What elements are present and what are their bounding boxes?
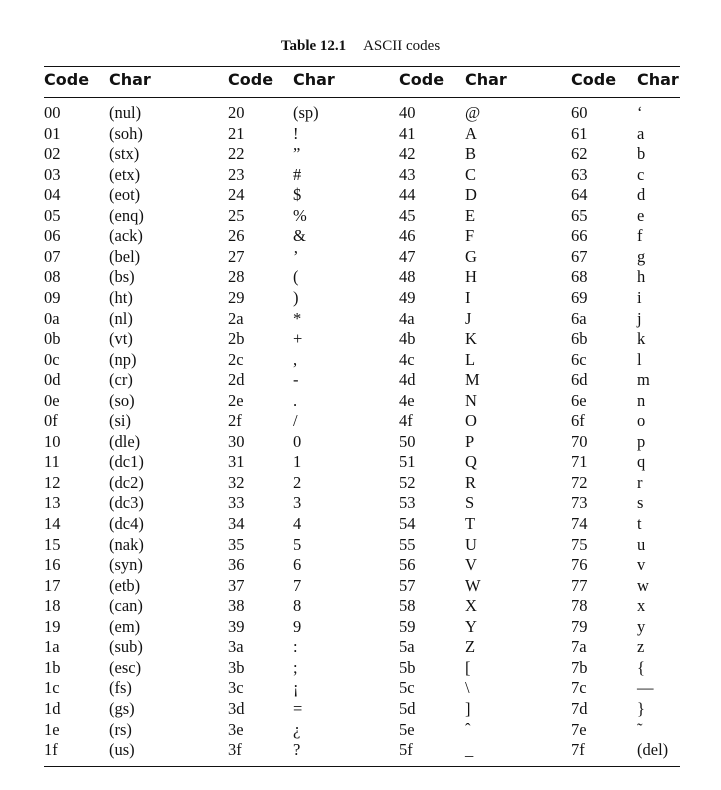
char-cell: @	[465, 103, 481, 122]
char-cell: (syn)	[109, 555, 143, 575]
char-cell: (nl)	[109, 308, 133, 328]
char-cell: (bs)	[109, 267, 135, 287]
char-cell: (del)	[637, 740, 669, 760]
code-cell: 1c	[44, 678, 60, 698]
char-cell: $	[293, 185, 302, 205]
code-cell: 22	[228, 144, 245, 164]
code-cell: 71	[571, 452, 588, 472]
char-cell: X	[465, 596, 477, 616]
char-cell: u	[637, 534, 646, 554]
code-cell: 1b	[44, 657, 61, 677]
char-cell: (np)	[109, 349, 137, 369]
char-cell: J	[465, 308, 472, 328]
char-cell: ˆ	[465, 719, 471, 739]
code-cell: 0b	[44, 329, 61, 349]
char-cell: h	[637, 267, 646, 287]
char-cell: (fs)	[109, 678, 132, 698]
code-cell: 7a	[571, 637, 587, 657]
code-cell: 54	[399, 514, 416, 533]
char-cell: (enq)	[109, 205, 144, 225]
char-cell: #	[293, 164, 302, 184]
char-column-header: Char	[109, 70, 151, 89]
char-cell: l	[637, 349, 642, 369]
code-cell: 33	[228, 493, 245, 513]
char-cell: (can)	[109, 596, 143, 616]
char-cell: (em)	[109, 616, 141, 636]
code-cell: 37	[228, 575, 245, 595]
code-cell: 1f	[44, 740, 58, 760]
code-cell: 34	[228, 514, 245, 533]
char-cell: N	[465, 390, 477, 410]
code-cell: 7d	[571, 699, 588, 718]
char-cell: ;	[293, 657, 298, 677]
char-cell: %	[293, 205, 307, 225]
char-cell: *	[293, 308, 302, 328]
code-cell: 5a	[399, 637, 415, 657]
code-column-header: Code	[44, 70, 90, 89]
code-cell: 44	[399, 185, 416, 205]
char-cell: 0	[293, 431, 302, 451]
char-cell: g	[637, 246, 646, 266]
code-cell: 6d	[571, 370, 588, 390]
code-cell: 39	[228, 616, 245, 636]
char-cell: _	[465, 740, 474, 760]
char-cell: (bel)	[109, 246, 141, 266]
char-cell: 7	[293, 575, 302, 595]
code-cell: 4e	[399, 390, 415, 410]
code-cell: 49	[399, 288, 416, 307]
code-cell: 41	[399, 123, 416, 143]
char-cell: x	[637, 596, 646, 616]
code-cell: 67	[571, 246, 588, 266]
code-cell: 7b	[571, 657, 588, 677]
char-cell: (vt)	[109, 329, 133, 349]
char-cell: Y	[465, 616, 477, 636]
code-cell: 30	[228, 431, 245, 451]
code-cell: 4b	[399, 329, 416, 349]
char-cell: p	[637, 431, 646, 451]
code-cell: 46	[399, 226, 416, 246]
code-cell: 00	[44, 103, 61, 122]
char-cell: (etb)	[109, 575, 141, 595]
code-cell: 24	[228, 185, 245, 205]
char-cell: A	[465, 123, 477, 143]
code-cell: 63	[571, 164, 588, 184]
code-cell: 6f	[571, 411, 585, 431]
char-cell: +	[293, 329, 303, 349]
code-cell: 3a	[228, 637, 244, 657]
code-cell: 64	[571, 185, 588, 205]
char-cell: f	[637, 226, 643, 246]
code-cell: 08	[44, 267, 61, 287]
code-cell: 42	[399, 144, 416, 164]
code-cell: 61	[571, 123, 588, 143]
char-cell: F	[465, 226, 475, 246]
char-cell: j	[637, 308, 642, 328]
code-cell: 20	[228, 103, 245, 122]
char-cell: G	[465, 246, 477, 266]
char-cell: .	[293, 390, 298, 410]
code-cell: 74	[571, 514, 588, 533]
char-cell: K	[465, 329, 477, 349]
code-cell: 72	[571, 472, 588, 492]
code-cell: 70	[571, 431, 588, 451]
char-cell: B	[465, 144, 477, 164]
char-cell: (dc4)	[109, 514, 144, 533]
char-cell: V	[465, 555, 477, 575]
char-cell: Q	[465, 452, 477, 472]
char-cell: C	[465, 164, 477, 184]
code-cell: 38	[228, 596, 245, 616]
code-cell: 76	[571, 555, 588, 575]
char-cell: ]	[465, 699, 471, 718]
code-cell: 53	[399, 493, 416, 513]
table-caption-title: ASCII codes	[363, 38, 441, 54]
code-cell: 62	[571, 144, 588, 164]
code-cell: 2b	[228, 329, 245, 349]
code-cell: 0c	[44, 349, 60, 369]
code-cell: 7c	[571, 678, 587, 698]
code-cell: 17	[44, 575, 61, 595]
code-cell: 09	[44, 288, 61, 307]
char-cell: r	[637, 472, 643, 492]
code-cell: 18	[44, 596, 61, 616]
code-cell: 4f	[399, 411, 413, 431]
code-cell: 32	[228, 472, 245, 492]
char-cell: (soh)	[109, 123, 143, 143]
char-cell: (si)	[109, 411, 131, 431]
code-cell: 57	[399, 575, 416, 595]
table-caption-label: Table 12.1	[280, 38, 347, 54]
code-cell: 31	[228, 452, 245, 472]
char-cell: =	[293, 699, 303, 718]
char-cell: s	[637, 493, 644, 513]
char-cell: 1	[293, 452, 302, 472]
char-cell: (ht)	[109, 288, 133, 307]
char-cell: L	[465, 349, 476, 369]
char-cell: ˜	[637, 719, 643, 739]
char-cell: [	[465, 657, 471, 677]
char-cell: (etx)	[109, 164, 141, 184]
char-column-header: Char	[465, 70, 507, 89]
code-cell: 45	[399, 205, 416, 225]
char-cell: (esc)	[109, 657, 142, 677]
char-cell: w	[637, 575, 649, 595]
code-cell: 3d	[228, 699, 245, 718]
code-cell: 51	[399, 452, 416, 472]
code-cell: 66	[571, 226, 588, 246]
code-cell: 60	[571, 103, 588, 122]
char-cell: O	[465, 411, 477, 431]
code-cell: 25	[228, 205, 245, 225]
code-cell: 47	[399, 246, 416, 266]
char-cell: (eot)	[109, 185, 141, 205]
char-cell: I	[465, 288, 471, 307]
char-cell: 2	[293, 472, 302, 492]
code-cell: 12	[44, 472, 61, 492]
code-column-header: Code	[228, 70, 274, 89]
char-cell: o	[637, 411, 646, 431]
code-cell: 56	[399, 555, 416, 575]
char-cell: \	[465, 678, 470, 698]
code-cell: 78	[571, 596, 588, 616]
char-cell: /	[293, 411, 298, 431]
code-cell: 0e	[44, 390, 60, 410]
char-column-header: Char	[293, 70, 335, 89]
char-cell: ?	[293, 740, 301, 760]
code-cell: 02	[44, 144, 61, 164]
code-cell: 2a	[228, 308, 244, 328]
code-cell: 2f	[228, 411, 242, 431]
char-cell: k	[637, 329, 646, 349]
code-cell: 7e	[571, 719, 587, 739]
code-cell: 10	[44, 431, 61, 451]
code-cell: 50	[399, 431, 416, 451]
code-cell: 5b	[399, 657, 416, 677]
code-cell: 03	[44, 164, 61, 184]
code-cell: 43	[399, 164, 416, 184]
char-cell: !	[293, 123, 299, 143]
char-cell: y	[637, 616, 646, 636]
char-cell: ¿	[293, 719, 301, 739]
code-cell: 5c	[399, 678, 415, 698]
char-column-header: Char	[637, 70, 679, 89]
code-cell: 0f	[44, 411, 58, 431]
char-cell: U	[465, 534, 477, 554]
char-cell: z	[637, 637, 645, 657]
char-cell: ”	[293, 144, 301, 164]
code-cell: 52	[399, 472, 416, 492]
code-cell: 68	[571, 267, 588, 287]
char-cell: {	[637, 657, 645, 677]
char-cell: (rs)	[109, 719, 132, 739]
char-cell: (so)	[109, 390, 135, 410]
char-cell: m	[637, 370, 650, 390]
code-cell: 6c	[571, 349, 587, 369]
char-cell: t	[637, 514, 642, 533]
char-cell: }	[637, 699, 645, 718]
code-cell: 3e	[228, 719, 244, 739]
code-cell: 3c	[228, 678, 244, 698]
char-cell: H	[465, 267, 477, 287]
char-cell: (sp)	[293, 103, 319, 122]
code-cell: 01	[44, 123, 61, 143]
char-cell: d	[637, 185, 646, 205]
code-cell: 14	[44, 514, 61, 533]
char-cell: 5	[293, 534, 302, 554]
char-cell: :	[293, 637, 298, 657]
char-cell: (ack)	[109, 226, 143, 246]
char-cell: ‘	[637, 103, 643, 122]
char-cell: (dc2)	[109, 472, 144, 492]
code-cell: 0d	[44, 370, 61, 390]
code-cell: 6a	[571, 308, 587, 328]
code-cell: 73	[571, 493, 588, 513]
char-cell: c	[637, 164, 645, 184]
char-cell: (dc1)	[109, 452, 144, 472]
code-cell: 79	[571, 616, 588, 636]
char-cell: Z	[465, 637, 476, 657]
char-cell: P	[465, 431, 475, 451]
top-rule	[44, 66, 680, 67]
code-column-header: Code	[571, 70, 617, 89]
char-cell: (sub)	[109, 637, 143, 657]
code-cell: 7f	[571, 740, 585, 760]
code-cell: 2c	[228, 349, 244, 369]
char-cell: E	[465, 205, 476, 225]
char-cell: (us)	[109, 740, 135, 760]
code-cell: 0a	[44, 308, 60, 328]
char-cell: i	[637, 288, 642, 307]
code-cell: 2e	[228, 390, 244, 410]
char-cell: D	[465, 185, 477, 205]
char-cell: 8	[293, 596, 302, 616]
char-cell: W	[465, 575, 481, 595]
char-cell: a	[637, 123, 645, 143]
code-cell: 19	[44, 616, 61, 636]
char-cell: (stx)	[109, 144, 140, 164]
code-cell: 11	[44, 452, 60, 472]
bottom-rule	[44, 766, 680, 767]
code-cell: 29	[228, 288, 245, 307]
code-cell: 35	[228, 534, 245, 554]
char-cell: M	[465, 370, 480, 390]
code-cell: 1d	[44, 699, 61, 718]
char-cell: &	[293, 226, 306, 246]
char-cell: (dc3)	[109, 493, 144, 513]
code-cell: 27	[228, 246, 245, 266]
code-cell: 07	[44, 246, 61, 266]
code-cell: 4d	[399, 370, 416, 390]
code-cell: 04	[44, 185, 61, 205]
code-cell: 1e	[44, 719, 60, 739]
code-cell: 3b	[228, 657, 245, 677]
code-cell: 65	[571, 205, 588, 225]
code-cell: 23	[228, 164, 245, 184]
char-cell: 3	[293, 493, 302, 513]
code-cell: 21	[228, 123, 245, 143]
char-cell: S	[465, 493, 475, 513]
code-cell: 15	[44, 534, 61, 554]
code-cell: 40	[399, 103, 416, 122]
char-cell: ’	[293, 246, 299, 266]
char-cell: 9	[293, 616, 302, 636]
char-cell: (gs)	[109, 699, 135, 718]
code-cell: 6e	[571, 390, 587, 410]
char-cell: (	[293, 267, 299, 287]
code-cell: 26	[228, 226, 245, 246]
code-cell: 4c	[399, 349, 415, 369]
header-rule	[44, 97, 680, 98]
char-cell: e	[637, 205, 645, 225]
code-cell: 36	[228, 555, 245, 575]
code-cell: 48	[399, 267, 416, 287]
code-cell: 55	[399, 534, 416, 554]
code-cell: 5f	[399, 740, 413, 760]
char-cell: b	[637, 144, 646, 164]
char-cell: n	[637, 390, 646, 410]
code-cell: 16	[44, 555, 61, 575]
char-cell: —	[637, 678, 654, 698]
char-cell: (nak)	[109, 534, 144, 554]
char-cell: R	[465, 472, 477, 492]
char-cell: (dle)	[109, 431, 141, 451]
code-cell: 3f	[228, 740, 242, 760]
table-caption	[0, 38, 721, 55]
code-cell: 06	[44, 226, 61, 246]
char-cell: )	[293, 288, 299, 307]
code-cell: 5d	[399, 699, 416, 718]
code-cell: 59	[399, 616, 416, 636]
char-cell: 6	[293, 555, 302, 575]
code-cell: 5e	[399, 719, 415, 739]
char-cell: (nul)	[109, 103, 142, 122]
code-cell: 28	[228, 267, 245, 287]
code-cell: 4a	[399, 308, 415, 328]
char-cell: q	[637, 452, 646, 472]
code-cell: 05	[44, 205, 61, 225]
code-cell: 75	[571, 534, 588, 554]
code-cell: 6b	[571, 329, 588, 349]
code-cell: 69	[571, 288, 588, 307]
char-cell: 4	[293, 514, 302, 533]
char-cell: ,	[293, 349, 298, 369]
code-cell: 13	[44, 493, 61, 513]
code-cell: 2d	[228, 370, 245, 390]
code-column-header: Code	[399, 70, 445, 89]
code-cell: 77	[571, 575, 588, 595]
char-cell: v	[637, 555, 646, 575]
char-cell: (cr)	[109, 370, 133, 390]
char-cell: ¡	[293, 678, 299, 698]
char-cell: T	[465, 514, 476, 533]
code-cell: 1a	[44, 637, 60, 657]
char-cell: -	[293, 370, 299, 390]
code-cell: 58	[399, 596, 416, 616]
